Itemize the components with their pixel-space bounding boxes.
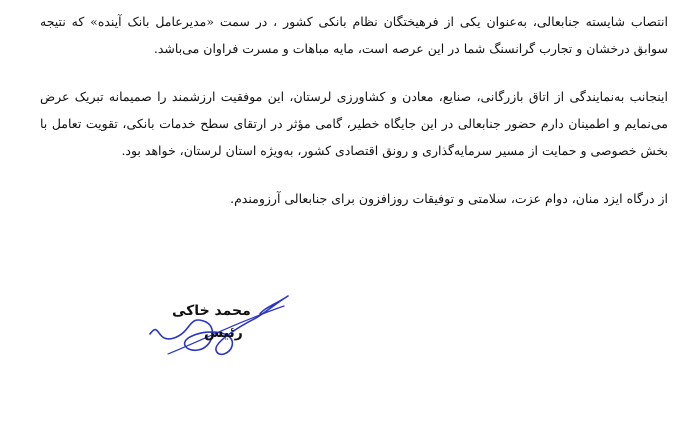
letter-body bbox=[40, 8, 668, 212]
signatory-title: رئیس bbox=[204, 325, 243, 341]
letter-paragraph-3: از درگاه ایزد منان، دوام عزت، سلامتی و توفیقات روزافزون برای جنابعالی آرزومندم. bbox=[230, 191, 668, 206]
signature-block bbox=[148, 292, 293, 362]
letter-paragraph-2: اینجانب به‌نمایندگی از اتاق بازرگانی، صنایع، معادن و کشاورزی لرستان، این موفقیت ارزشمند را صمیمانه تبریک عرض می‌نمایم و اطمینان دارم حضور جنابعالی در این جایگاه خطیر، گامی مؤثر در ارتقای سطح خدمات بانکی، تقویت تعامل با بخش خصوصی و حمایت از مسیر سرمایه‌گذاری و رونق اقتصادی کشور، به‌ویژه استان لرستان، خواهد بود. bbox=[40, 89, 668, 158]
letter-paragraph-1: انتصاب شایسته جنابعالی، به‌عنوان یکی از فرهیختگان نظام بانکی کشور ، در سمت «مدیرعامل بانک آینده» که نتیجه سوابق درخشان و تجارب گرانسنگ شما در این عرصه است، مایه مباهات و مسرت فراوان می‌باشد. bbox=[40, 14, 668, 56]
signatory-name: محمد خاکی bbox=[172, 303, 251, 319]
